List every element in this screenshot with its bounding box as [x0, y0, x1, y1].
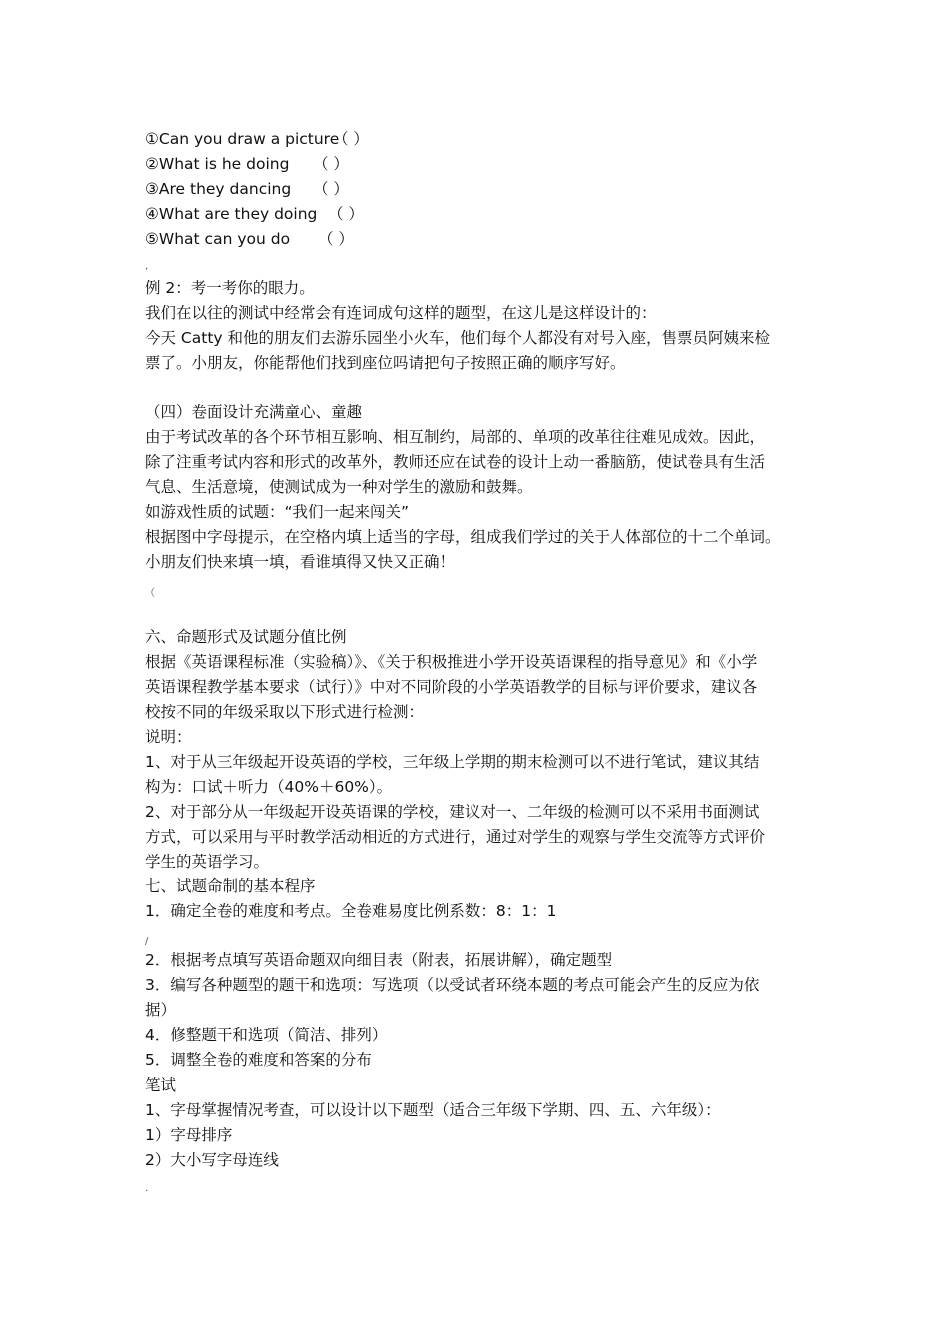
paragraph-line: 小朋友们快来填一填，看谁填得又快又正确！: [145, 553, 456, 571]
paragraph-line: 票了。小朋友，你能帮他们找到座位吗请把句子按照正确的顺序写好。: [145, 354, 626, 372]
question-item-5: [145, 229, 825, 249]
paragraph-line: 1、字母掌握情况考查，可以设计以下题型（适合三年级下学期、四、五、六年级）：: [145, 1101, 721, 1119]
paragraph-line: 方式，可以采用与平时教学活动相近的方式进行，通过对学生的观察与学生交流等方式评价: [145, 828, 766, 846]
paragraph-line: 5．调整全卷的难度和答案的分布: [145, 1051, 372, 1069]
stray-mark: ,: [145, 261, 149, 272]
stray-mark: /: [145, 936, 149, 947]
paragraph-line: 1、对于从三年级起开设英语的学校，三年级上学期的期末检测可以不进行笔试，建议其结: [145, 753, 760, 771]
question-text: ④What are they doing: [145, 205, 318, 223]
paragraph-line: 英语课程教学基本要求（试行）》中对不同阶段的小学英语教学的目标与评价要求，建议各: [145, 678, 758, 696]
paragraph-line: 气息、生活意境，使测试成为一种对学生的激励和鼓舞。: [145, 478, 533, 496]
answer-blank: （ ）: [333, 130, 369, 148]
paragraph-line: 1．确定全卷的难度和考点。全卷难易度比例系数：8：1：1: [145, 902, 557, 920]
question-text: ②What is he doing: [145, 155, 290, 173]
question-text: ③Are they dancing: [145, 180, 292, 198]
question-item-3: [145, 179, 825, 199]
question-item-1: [145, 129, 825, 149]
section-heading: 六、命题形式及试题分值比例: [145, 628, 347, 646]
subsection-heading: 笔试: [145, 1076, 177, 1094]
question-item-2: [145, 154, 825, 174]
paragraph-line: 2、对于部分从一年级起开设英语课的学校，建议对一、二年级的检测可以不采用书面测试: [145, 803, 760, 821]
example-heading: 例 2：考一考你的眼力。: [145, 279, 315, 297]
paragraph-line: 据）: [145, 1001, 177, 1019]
paragraph-line: 根据《英语课程标准（实验稿）》、《关于积极推进小学开设英语课程的指导意见》和《小学: [145, 653, 758, 671]
paragraph-line: 学生的英语学习。: [145, 853, 270, 871]
paragraph-line: 除了注重考试内容和形式的改革外，教师还应在试卷的设计上动一番脑筋，使试卷具有生活: [145, 453, 766, 471]
question-text: ⑤What can you do: [145, 230, 291, 248]
answer-blank: （ ）: [318, 230, 354, 248]
paragraph-line: 3．编写各种题型的题干和选项：写选项（以受试者环绕本题的考点可能会产生的反应为依: [145, 976, 760, 994]
paragraph-line: 4．修整题干和选项（简洁、排列）: [145, 1026, 388, 1044]
paragraph-line: 构为：口试＋听力（40%＋60%）。: [145, 778, 393, 796]
section-heading: 七、试题命制的基本程序: [145, 877, 316, 895]
paragraph-line: 今天 Catty 和他的朋友们去游乐园坐小火车，他们每个人都没有对号入座，售票员阿姨来检: [145, 329, 771, 347]
paragraph-line: 由于考试改革的各个环节相互影响、相互制约，局部的、单项的改革往往难见成效。因此，: [145, 428, 766, 446]
section-heading: （四）卷面设计充满童心、童趣: [145, 403, 363, 421]
answer-blank: （ ）: [313, 180, 349, 198]
answer-blank: （ ）: [313, 155, 349, 173]
paragraph-line: 2．根据考点填写英语命题双向细目表（附表，拓展讲解），确定题型: [145, 951, 613, 969]
paragraph-line: 校按不同的年级采取以下形式进行检测：: [145, 703, 425, 721]
stray-mark: （: [145, 588, 155, 599]
answer-blank: （ ）: [328, 205, 364, 223]
paragraph-line: 根据图中字母提示，在空格内填上适当的字母，组成我们学过的关于人体部位的十二个单词。: [145, 528, 781, 546]
question-text: ①Can you draw a picture: [145, 130, 340, 148]
paragraph-line: 我们在以往的测试中经常会有连词成句这样的题型，在这儿是这样设计的：: [145, 304, 657, 322]
paragraph-line: 说明：: [145, 728, 192, 746]
paragraph-line: 如游戏性质的试题：“我们一起来闯关”: [145, 503, 410, 521]
stray-mark: .: [145, 1183, 149, 1194]
list-item: 2）大小写字母连线: [145, 1151, 279, 1169]
question-item-4: [145, 204, 825, 224]
list-item: 1）字母排序: [145, 1126, 233, 1144]
